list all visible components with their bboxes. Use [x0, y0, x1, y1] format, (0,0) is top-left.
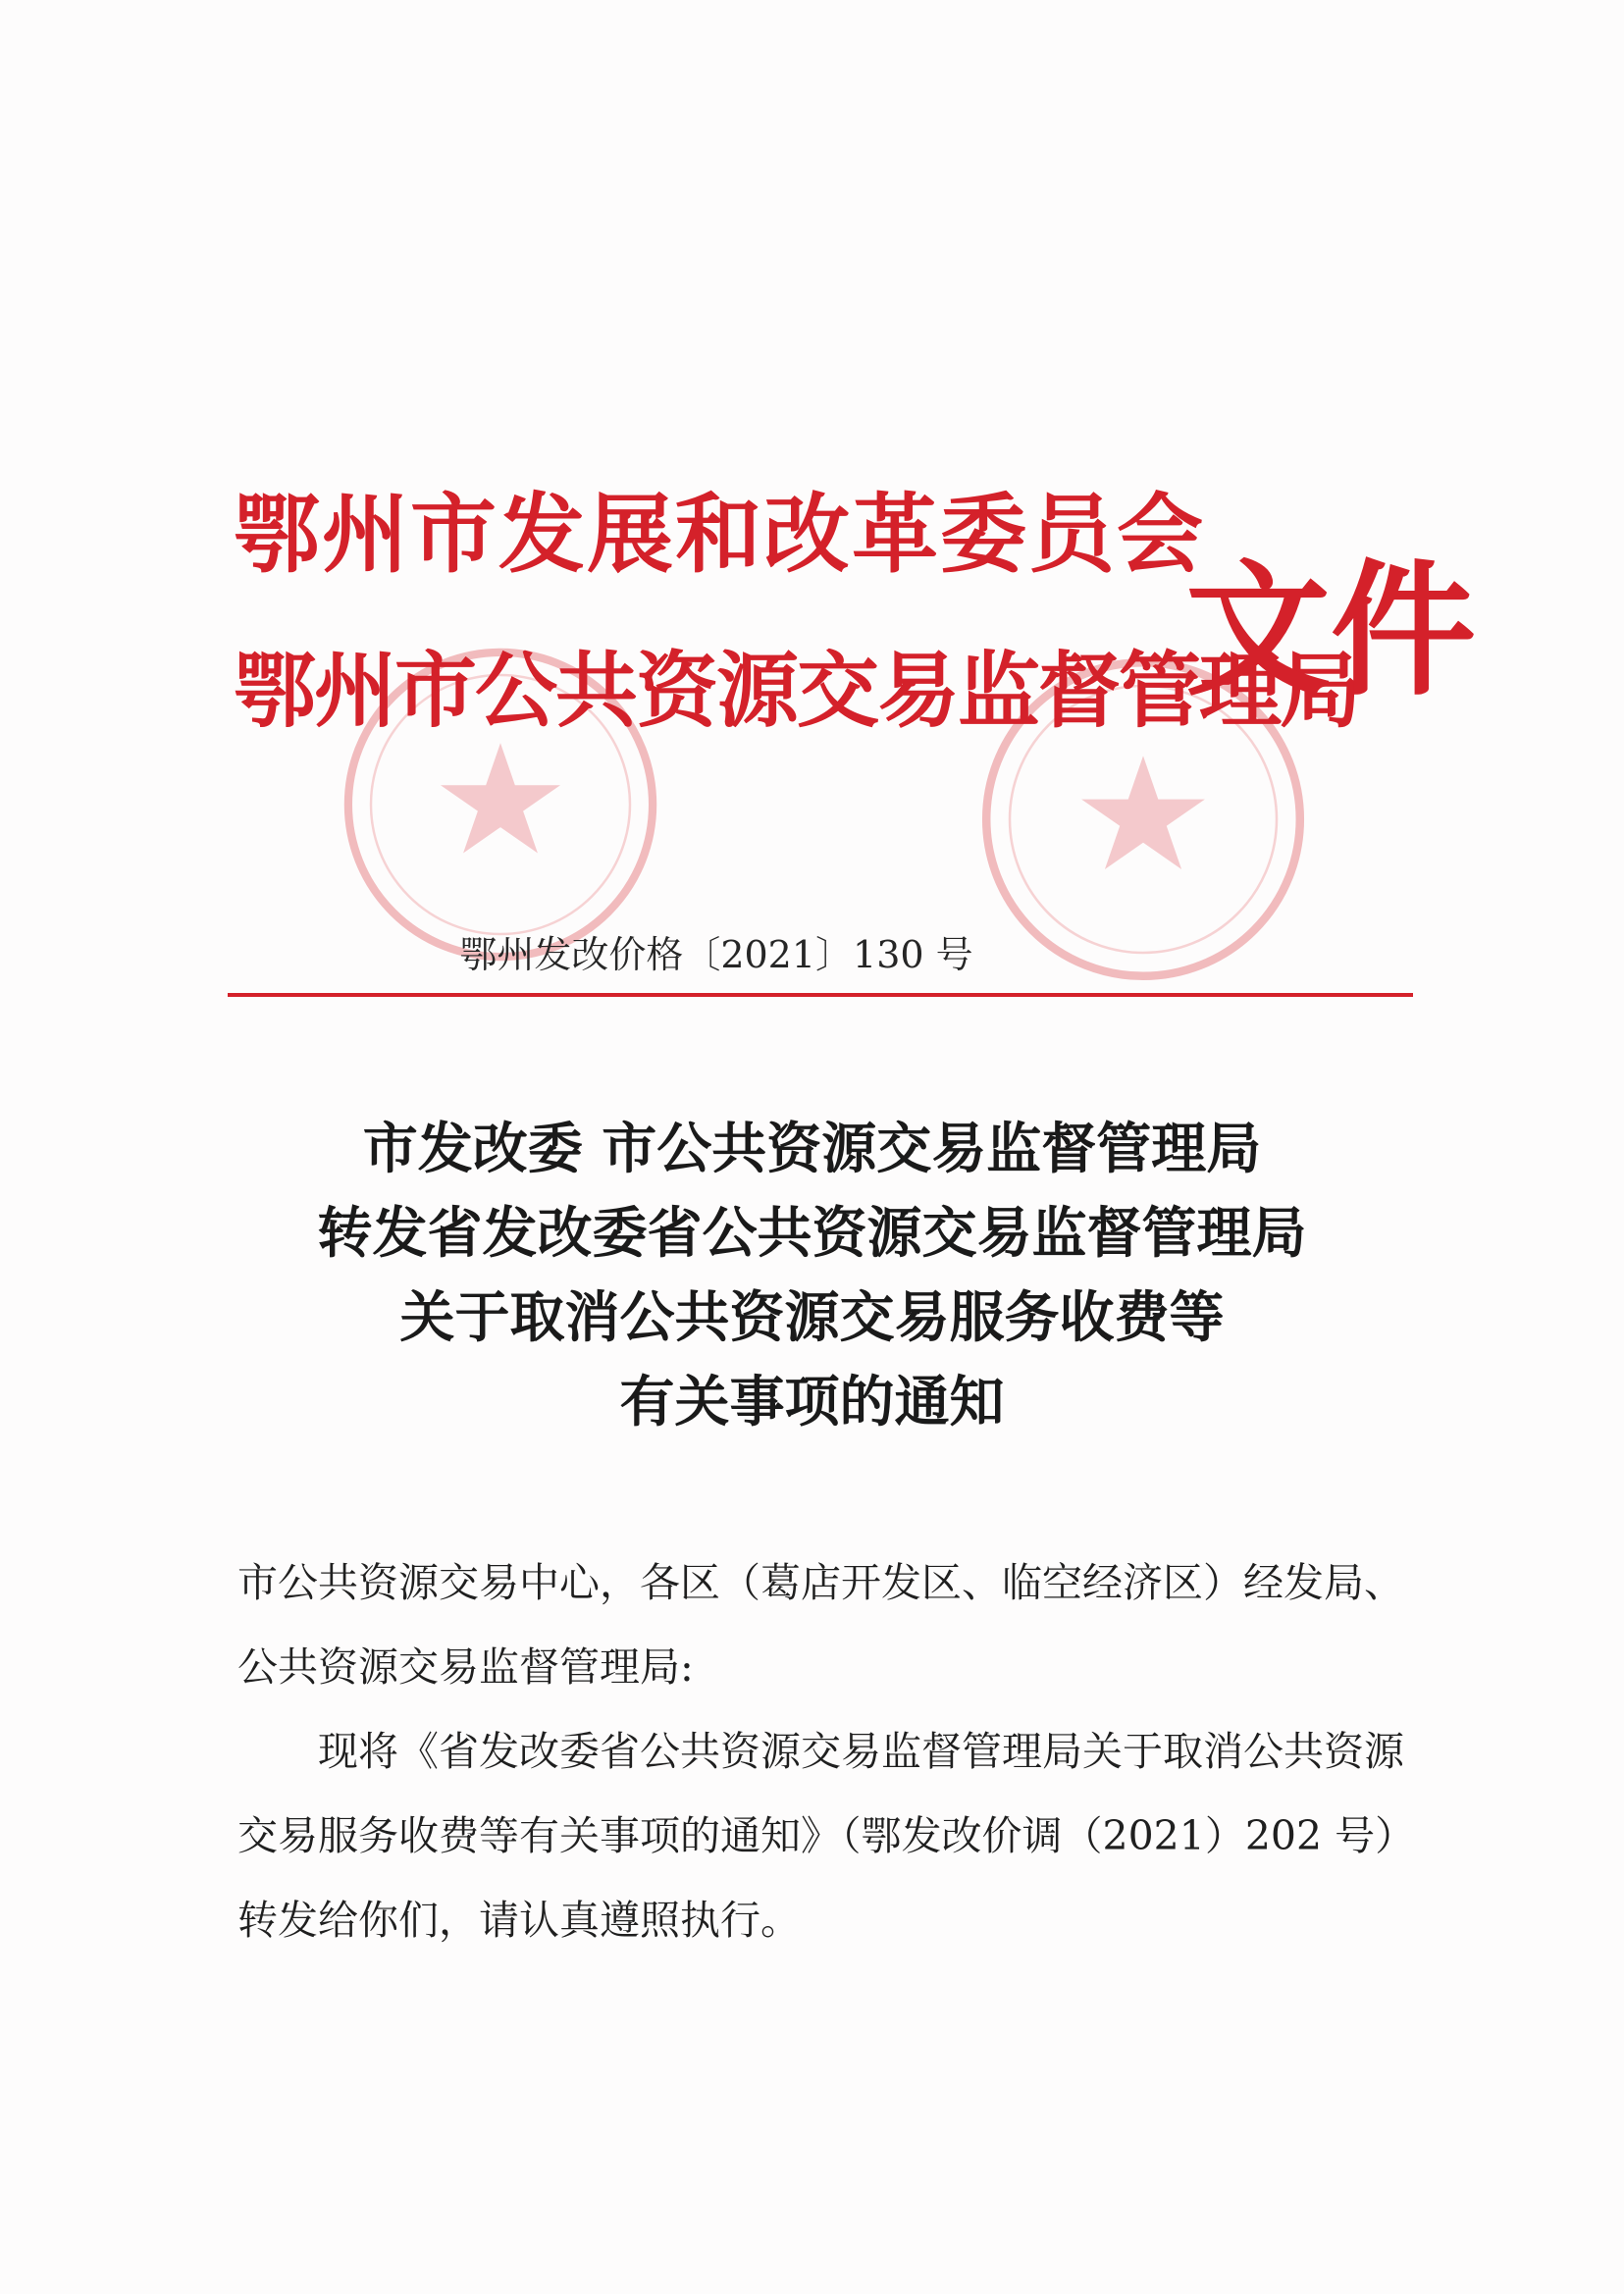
header-doc-type: 文件: [1185, 545, 1476, 715]
body-paragraph-1: 现将《省发改委省公共资源交易监督管理局关于取消公共资源交易服务收费等有关事项的通知》（鄂发改价调（2021）202 号）转发给你们，请认真遵照执行。: [237, 1728, 1404, 1944]
addressee: 市公共资源交易中心，各区（葛店开发区、临空经济区）经发局、公共资源交易监督管理局:: [237, 1559, 1404, 1691]
red-divider: [228, 993, 1413, 997]
title-line-4: 有关事项的通知: [619, 1370, 1005, 1434]
document-body: [237, 1540, 1415, 1962]
document-number: 鄂州发改价格〔2021〕130 号: [459, 933, 973, 976]
title-line-3: 关于取消公共资源交易服务收费等: [399, 1285, 1225, 1350]
document-title: [196, 1107, 1428, 1444]
title-line-1: 市发改委 市公共资源交易监督管理局: [362, 1117, 1262, 1181]
title-line-2: 转发省发改委省公共资源交易监督管理局: [317, 1201, 1307, 1266]
header-org-line-1: 鄂州市发展和改革委员会: [234, 483, 1206, 585]
header-org-line-2: 鄂州市公共资源交易监督管理局: [234, 642, 1361, 739]
